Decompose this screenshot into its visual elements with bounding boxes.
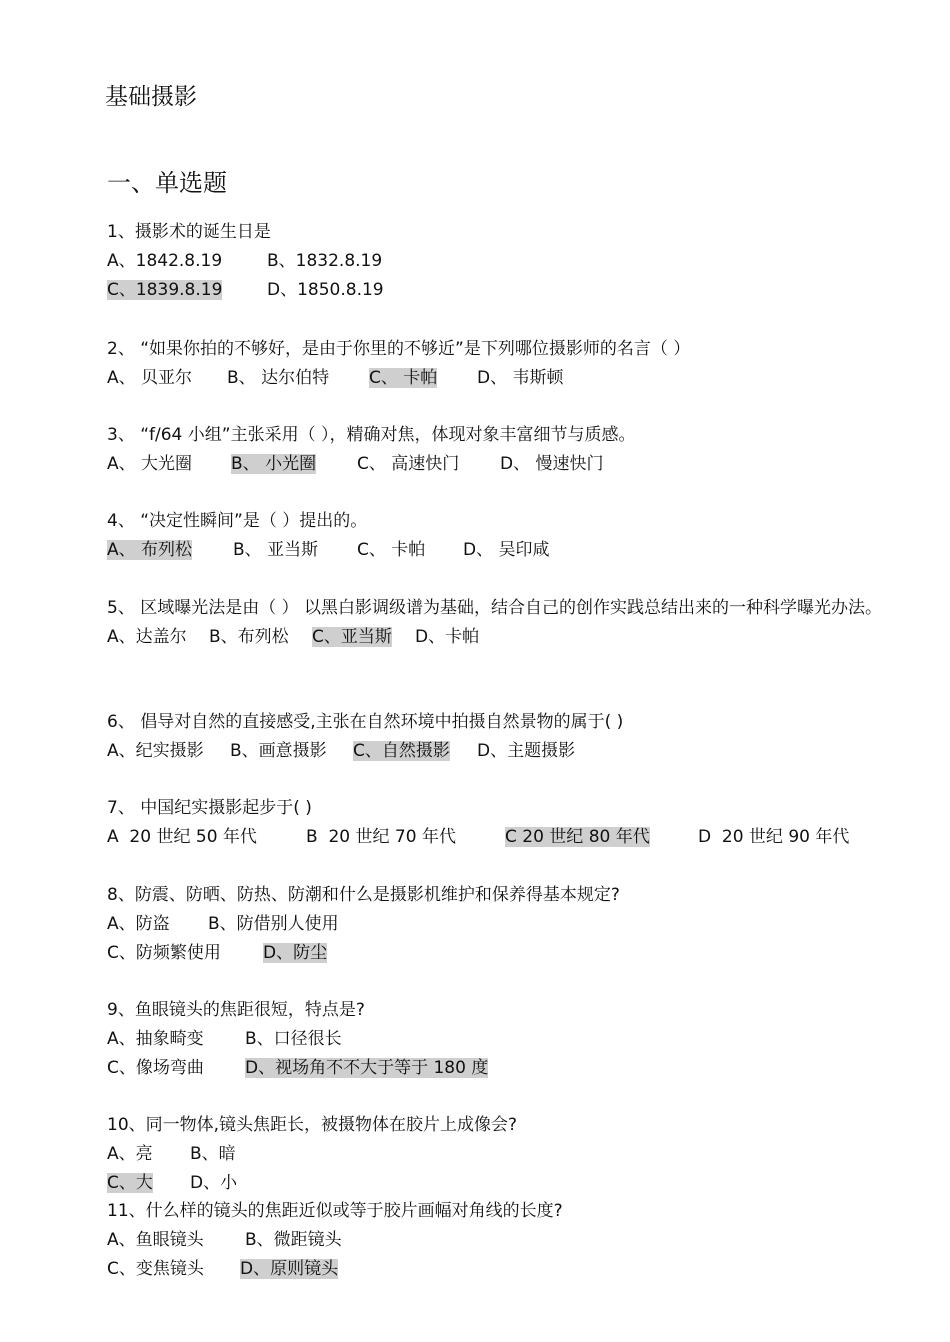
question-stem: 9、鱼眼镜头的焦距很短，特点是? bbox=[107, 1000, 365, 1020]
option-a: A 20 世纪 50 年代 bbox=[107, 827, 257, 847]
option-row bbox=[107, 1226, 908, 1255]
document-title: 基础摄影 bbox=[105, 84, 197, 110]
answer-highlight: C、 卡帕 bbox=[369, 368, 438, 388]
option-b: B、口径很长 bbox=[245, 1029, 342, 1049]
question-2 bbox=[107, 335, 908, 393]
option-row bbox=[107, 364, 908, 393]
question-stem: 10、同一物体,镜头焦距长，被摄物体在胶片上成像会? bbox=[107, 1115, 518, 1135]
option-c bbox=[353, 737, 477, 766]
option-b: B、微距镜头 bbox=[245, 1230, 342, 1250]
option-d: D、 吴印咸 bbox=[463, 540, 550, 560]
question-3 bbox=[107, 421, 908, 479]
option-b: B、1832.8.19 bbox=[267, 251, 383, 271]
option-b bbox=[231, 450, 357, 479]
option-row bbox=[107, 1025, 908, 1054]
option-row bbox=[107, 823, 908, 852]
option-a: A、亮 bbox=[107, 1144, 153, 1164]
question-stem: 7、 中国纪实摄影起步于( ) bbox=[107, 798, 312, 818]
option-d: D、1850.8.19 bbox=[267, 280, 384, 300]
answer-highlight: C、自然摄影 bbox=[353, 741, 450, 761]
option-row bbox=[107, 1140, 908, 1169]
section-title: 一、单选题 bbox=[107, 169, 227, 197]
option-c: C、 卡帕 bbox=[357, 540, 426, 560]
option-row bbox=[107, 1054, 908, 1083]
option-c: C、 高速快门 bbox=[357, 454, 460, 474]
question-stem: 8、防震、防晒、防热、防潮和什么是摄影机维护和保养得基本规定? bbox=[107, 885, 620, 905]
question-stem: 6、 倡导对自然的直接感受,主张在自然环境中拍摄自然景物的属于( ) bbox=[107, 712, 624, 732]
answer-highlight: D、原则镜头 bbox=[240, 1259, 339, 1279]
question-stem: 3、 “f/64 小组”主张采用（ ），精确对焦，体现对象丰富细节与质感。 bbox=[107, 425, 636, 445]
option-a bbox=[107, 536, 233, 565]
option-b: B、布列松 bbox=[209, 627, 289, 647]
option-a: A、 大光圈 bbox=[107, 454, 193, 474]
option-d: D、卡帕 bbox=[415, 627, 480, 647]
option-a: A、防盗 bbox=[107, 914, 170, 934]
option-a: A、 贝亚尔 bbox=[107, 368, 193, 388]
option-a: A、鱼眼镜头 bbox=[107, 1230, 204, 1250]
option-b: B、暗 bbox=[190, 1144, 236, 1164]
question-stem: 2、 “如果你拍的不够好，是由于你里的不够近”是下列哪位摄影师的名言（ ） bbox=[107, 339, 691, 359]
answer-highlight: C、亚当斯 bbox=[312, 627, 392, 647]
option-c: C、防频繁使用 bbox=[107, 943, 221, 963]
question-9 bbox=[107, 996, 908, 1083]
option-row bbox=[107, 536, 908, 565]
option-a: A、达盖尔 bbox=[107, 627, 187, 647]
option-row bbox=[107, 276, 908, 305]
answer-highlight: D、防尘 bbox=[263, 943, 328, 963]
option-b: B、 亚当斯 bbox=[233, 540, 319, 560]
option-d: D、 慢速快门 bbox=[500, 454, 604, 474]
answer-highlight: C 20 世纪 80 年代 bbox=[505, 827, 650, 847]
question-10 bbox=[107, 1111, 908, 1198]
option-d bbox=[240, 1255, 338, 1284]
answer-highlight: A、 布列松 bbox=[107, 540, 193, 560]
option-row bbox=[107, 450, 908, 479]
question-stem: 1、摄影术的诞生日是 bbox=[107, 222, 271, 242]
option-c bbox=[107, 276, 267, 305]
option-b: B 20 世纪 70 年代 bbox=[306, 827, 456, 847]
option-row bbox=[107, 1169, 908, 1198]
option-b: B、 达尔伯特 bbox=[227, 368, 330, 388]
option-c bbox=[505, 823, 698, 852]
answer-highlight: C、1839.8.19 bbox=[107, 280, 223, 300]
option-d: D、 韦斯顿 bbox=[477, 368, 564, 388]
option-row bbox=[107, 910, 908, 939]
option-b: B、画意摄影 bbox=[230, 741, 327, 761]
option-row bbox=[107, 737, 908, 766]
option-d: D、小 bbox=[190, 1173, 238, 1193]
option-d bbox=[245, 1054, 488, 1083]
question-8 bbox=[107, 881, 908, 968]
option-row bbox=[107, 939, 908, 968]
option-b: B、防借别人使用 bbox=[208, 914, 339, 934]
question-7 bbox=[107, 794, 908, 852]
option-d bbox=[263, 939, 327, 968]
option-d: D、主题摄影 bbox=[477, 741, 576, 761]
question-4 bbox=[107, 507, 908, 565]
option-row bbox=[107, 247, 908, 276]
question-stem: 4、 “决定性瞬间”是（ ）提出的。 bbox=[107, 511, 368, 531]
option-d: D 20 世纪 90 年代 bbox=[698, 827, 850, 847]
option-row bbox=[107, 623, 908, 652]
question-stem: 11、什么样的镜头的焦距近似或等于胶片画幅对角线的长度? bbox=[107, 1201, 563, 1221]
question-1 bbox=[107, 218, 908, 305]
option-c: C、像场弯曲 bbox=[107, 1058, 204, 1078]
option-a: A、1842.8.19 bbox=[107, 251, 223, 271]
answer-highlight: C、大 bbox=[107, 1173, 153, 1193]
option-row bbox=[107, 1255, 908, 1284]
question-stem: 5、 区域曝光法是由（ ） 以黑白影调级谱为基础，结合自己的创作实践总结出来的一种科学曝光办法。 bbox=[107, 598, 883, 618]
option-c: C、变焦镜头 bbox=[107, 1259, 204, 1279]
option-a: A、纪实摄影 bbox=[107, 741, 204, 761]
question-11 bbox=[107, 1197, 908, 1284]
question-6 bbox=[107, 708, 908, 766]
option-c bbox=[312, 623, 415, 652]
answer-highlight: B、 小光圈 bbox=[231, 454, 317, 474]
option-a: A、抽象畸变 bbox=[107, 1029, 204, 1049]
option-c bbox=[369, 364, 477, 393]
answer-highlight: D、视场角不不大于等于 180 度 bbox=[245, 1058, 489, 1078]
option-c bbox=[107, 1169, 190, 1198]
question-5 bbox=[107, 594, 908, 652]
